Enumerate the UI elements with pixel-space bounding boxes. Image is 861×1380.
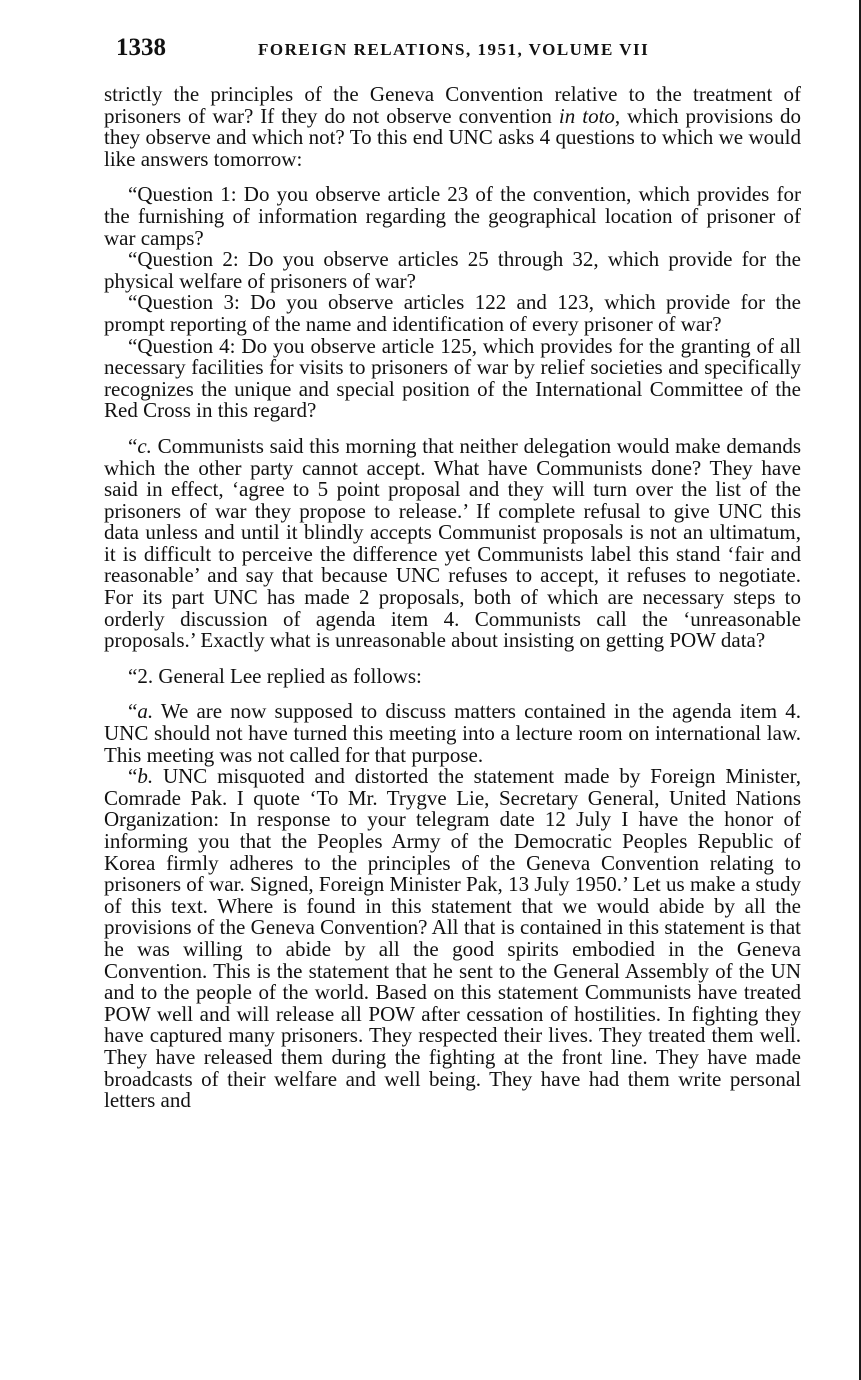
paragraph — [104, 292, 801, 335]
italic-text: a. — [137, 699, 154, 724]
paragraph — [104, 333, 801, 423]
paragraph-text: “ — [128, 433, 138, 458]
body-text — [104, 84, 801, 1112]
paragraph-text: We are now supposed to discuss matters contained in the agenda item 4. UNC should not have turned this meeting into a lecture room on international law. This meeting was not called for that purpose. — [104, 699, 801, 767]
paragraph — [104, 184, 801, 249]
italic-text: b. — [137, 764, 154, 789]
paragraph — [104, 701, 801, 766]
paragraph-text: “Question 4: Do you observe article 125, which provides for the granting of all necessary facilities for visits to prisoners of war by relief societies and specifically recognizes the unique and special position of the International Committee of the Red Cross in this regard? — [104, 333, 801, 423]
paragraph-text: “Question 2: Do you observe articles 25 through 32, which provide for the physical welfare of prisoners of war? — [104, 247, 801, 293]
paragraph-text: Communists said this morning that neither delegation would make demands which the other party cannot accept. What have Communists done? They have said in effect, ‘agree to 5 point proposal and they will turn over the list of the prisoners of war they propose to release.’ If complete refusal to give UNC this data unless and until it blindly accepts Communist proposals is not an ultimatum, it is difficult to perceive the difference yet Communists label this stand ‘fair and reasonable’ and say that because UNC refuses to accept, it refuses to negotiate. For its part UNC has made 2 proposals, both of which are necessary steps to orderly discussion of agenda item 4. Communists call the ‘unreasonable proposals.’ Exactly what is unreasonable about insisting on getting POW data? — [104, 433, 801, 653]
paragraph — [104, 766, 801, 1112]
paragraph-text: UNC misquoted and distorted the statement made by Foreign Minister, Comrade Pak. I quote ‘To Mr. Trygve Lie, Secretary General, United Nations Organization: In response to your telegram date 12 July I have the honor of informing you that the Peoples Army of the Democratic Peoples Republic of Korea firmly adheres to the principles of the Geneva Convention relating to prisoners of war. Signed, Foreign Minister Pak, 13 July 1950.’ Let us make a study of this text. Where is found in this statement that we would abide by all the provisions of the Geneva Convention? All that is contained in this statement is that he was willing to abide by all the good spirits embodied in the Geneva Convention. This is the statement that he sent to the General Assembly of the UN and to the people of the world. Based on this statement Communists have treated POW well and will release all POW after cessation of hostilities. In fighting they have captured many prisoners. They respected their lives. They treated them well. They have released them during the fighting at the front line. They have made broadcasts of their welfare and well being. They have had them write personal letters and — [104, 764, 801, 1113]
paragraph-text: “ — [128, 764, 138, 789]
paragraph-text: “Question 3: Do you observe articles 122 and 123, which provide for the prompt reporting of the name and identification of every prisoner of war? — [104, 290, 801, 336]
paragraph — [104, 249, 801, 292]
paragraph-text: strictly the principles of the Geneva Convention relative to the treatment of prisoners of war? If they do not observe convention — [104, 82, 801, 128]
paragraph-text: “ — [128, 699, 138, 724]
italic-text: c. — [137, 433, 152, 458]
paragraph — [104, 84, 801, 170]
page-number: 1338 — [116, 34, 166, 61]
paragraph-text: , which provisions do they observe and which not? To this end UNC asks 4 questions to which we would like answers tomorrow: — [104, 103, 802, 171]
paragraph — [104, 663, 801, 688]
paragraph-text: “Question 1: Do you observe article 23 of the convention, which provides for the furnishing of information regarding the geographical location of prisoner of war camps? — [104, 182, 801, 250]
page-header — [116, 34, 806, 70]
paragraph — [104, 433, 801, 653]
italic-text: in toto — [558, 103, 615, 128]
paragraph-text: “2. General Lee replied as follows: — [128, 663, 422, 688]
running-head: FOREIGN RELATIONS, 1951, VOLUME VII — [258, 40, 650, 59]
